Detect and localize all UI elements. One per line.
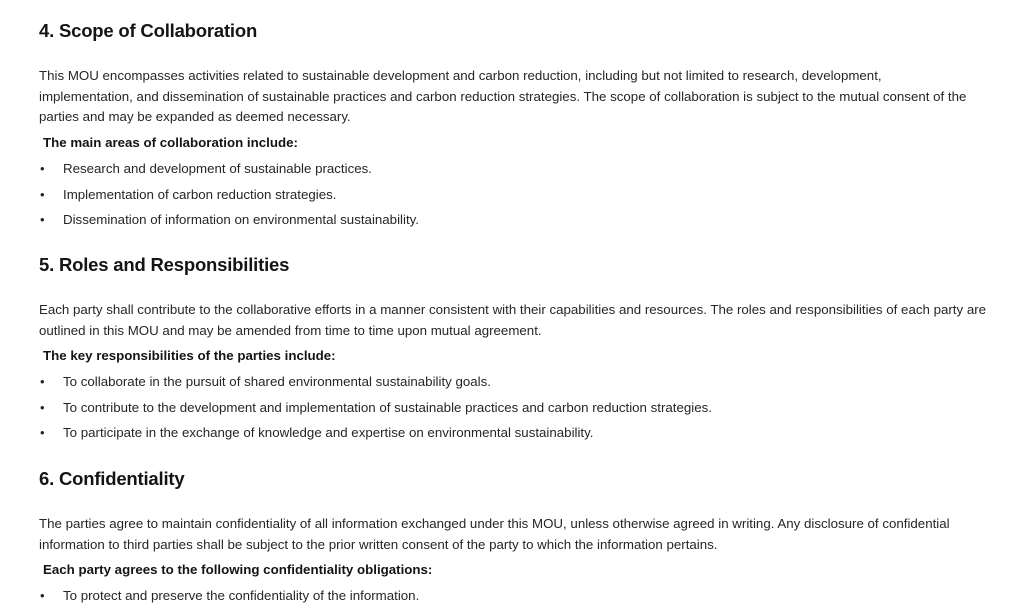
bullet-icon: • bbox=[40, 212, 45, 227]
section-heading: 4. Scope of Collaboration bbox=[39, 20, 258, 41]
list-item-text: Research and development of sustainable practices. bbox=[63, 161, 372, 176]
section-confidentiality bbox=[39, 467, 999, 603]
list-lead: The key responsibilities of the parties include: bbox=[43, 348, 336, 363]
bullet-icon: • bbox=[40, 186, 45, 202]
section-paragraph: This MOU encompasses activities related to sustainable development and carbon reduction, including but not limited to research, development, implementation, and dissemination of sustainable practices and carbon reduction strategies. The scope of collaboration is subject to the mutual consent of the parties and may be expanded as deemed necessary. bbox=[39, 68, 967, 124]
list-item bbox=[39, 395, 999, 421]
section-roles-and-responsibilities bbox=[39, 253, 999, 440]
list-item bbox=[39, 369, 999, 395]
list-item-text: To protect and preserve the confidentiality of the information. bbox=[63, 588, 420, 603]
bullet-icon: • bbox=[40, 588, 45, 603]
bullet-list bbox=[39, 156, 999, 233]
section-heading: 5. Roles and Responsibilities bbox=[39, 254, 290, 275]
bullet-list bbox=[39, 369, 999, 446]
list-item-text: Dissemination of information on environmental sustainability. bbox=[63, 212, 419, 227]
list-item bbox=[39, 207, 999, 233]
bullet-icon: • bbox=[40, 399, 45, 415]
bullet-icon: • bbox=[40, 161, 45, 176]
list-item bbox=[39, 156, 999, 182]
list-item-text: Implementation of carbon reduction strategies. bbox=[63, 186, 337, 202]
bullet-icon: • bbox=[40, 374, 45, 389]
list-lead: Each party agrees to the following confidentiality obligations: bbox=[43, 562, 433, 577]
list-lead: The main areas of collaboration include: bbox=[43, 135, 298, 150]
section-heading: 6. Confidentiality bbox=[39, 468, 185, 489]
bullet-icon: • bbox=[40, 425, 45, 440]
list-item-text: To participate in the exchange of knowledge and expertise on environmental sustainability. bbox=[63, 425, 594, 440]
section-paragraph: Each party shall contribute to the collaborative efforts in a manner consistent with their capabilities and resources. The roles and responsibilities of each party are outlined in this MOU and may be amended from time to time upon mutual agreement. bbox=[39, 302, 987, 338]
section-scope-of-collaboration bbox=[39, 19, 999, 227]
list-item bbox=[39, 182, 999, 208]
section-paragraph: The parties agree to maintain confidentiality of all information exchanged under this MOU, unless otherwise agreed in writing. Any disclosure of confidential information to third parties shall be subject to the prior written consent of the party to which the information pertains. bbox=[39, 516, 950, 552]
list-item-text: To contribute to the development and implementation of sustainable practices and carbon reduction strategies. bbox=[63, 399, 712, 415]
list-item-text: To collaborate in the pursuit of shared environmental sustainability goals. bbox=[63, 374, 491, 389]
list-item bbox=[39, 420, 999, 446]
